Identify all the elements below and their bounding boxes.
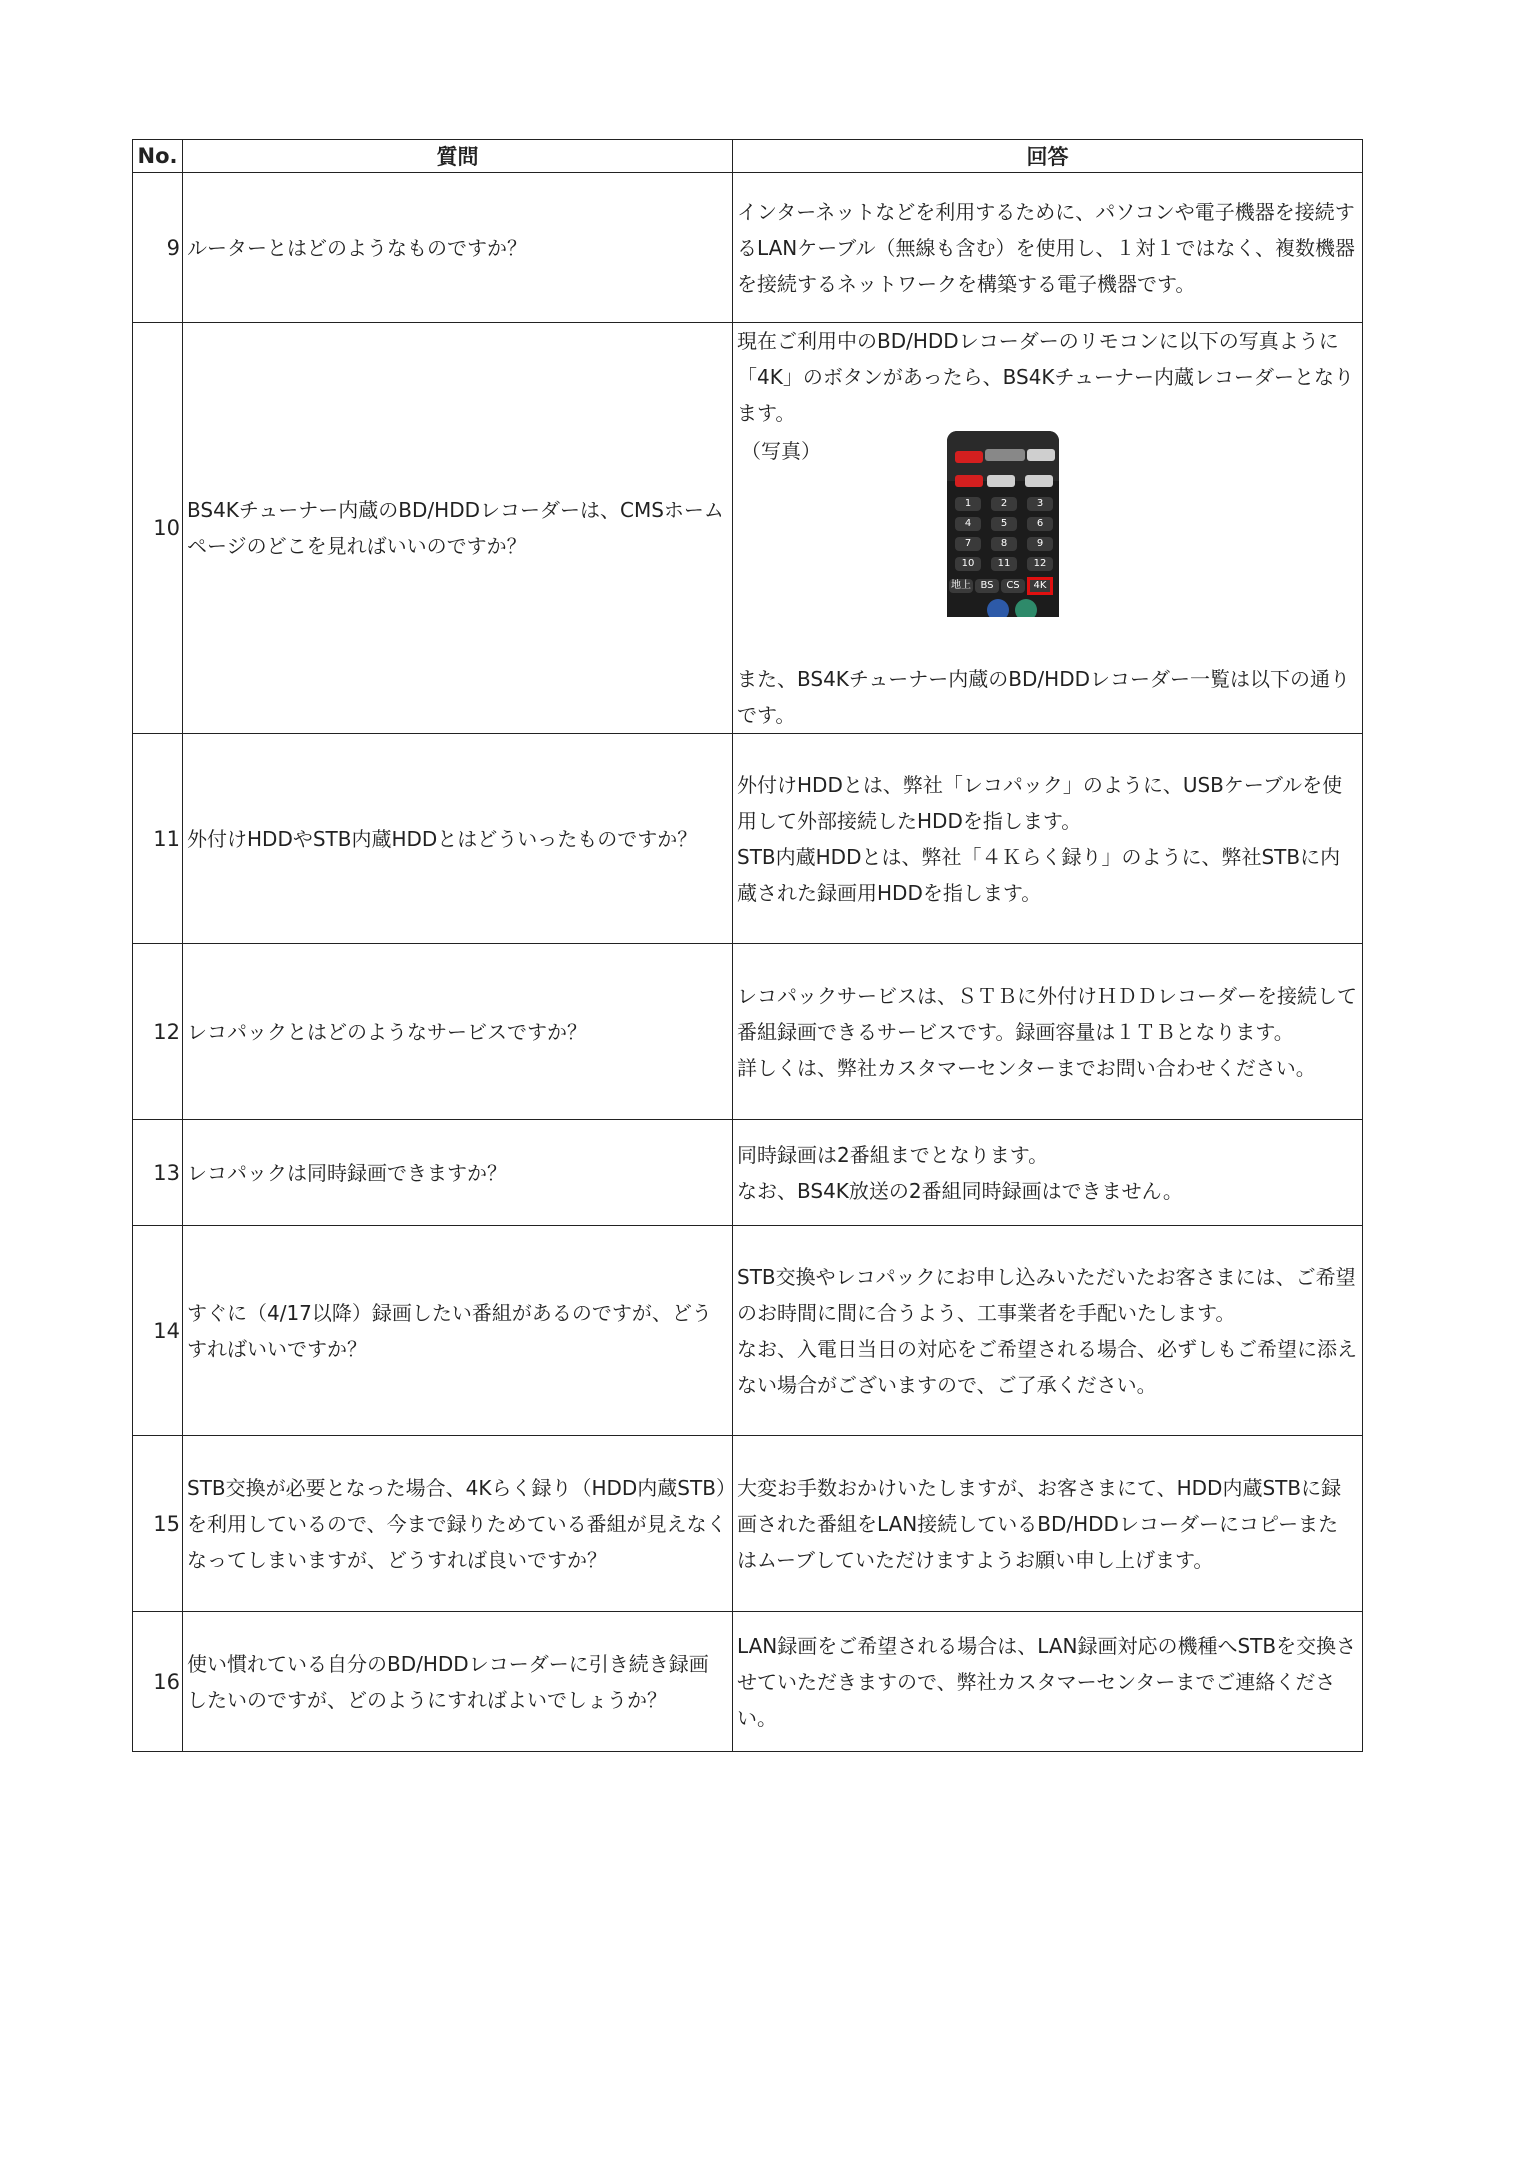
remote-key: 11 bbox=[991, 557, 1017, 571]
answer-text: インターネットなどを利用するために、パソコンや電子機器を接続するLANケーブル（無線も含む）を使用し、１対１ではなく、複数機器を接続するネットワークを構築する電子機器です。 bbox=[737, 199, 1356, 296]
answer-text: なお、BS4K放送の2番組同時録画はできません。 bbox=[737, 1178, 1183, 1203]
table-row bbox=[133, 734, 1363, 944]
answer-cell bbox=[733, 1436, 1363, 1612]
answer-cell bbox=[733, 944, 1363, 1120]
answer-cell bbox=[733, 1120, 1363, 1226]
highlight-4k-box bbox=[1027, 577, 1053, 595]
answer-text: 大変お手数おかけいたしますが、お客さまにて、HDD内蔵STBに録画された番組をLAN接続しているBD/HDDレコーダーにコピーまたはムーブしていただけますようお願い申し上げます。 bbox=[737, 1475, 1342, 1572]
remote-key: 地上 bbox=[951, 580, 971, 591]
answer-text: STB交換やレコパックにお申し込みいただいたお客さまには、ご希望のお時間に間に合うよう、工事業者を手配いたします。 bbox=[737, 1264, 1356, 1325]
remote-key: 4K bbox=[1028, 579, 1052, 593]
answer-text: 外付けHDDとは、弊社「レコパック」のように、USBケーブルを使用して外部接続したHDDを指します。 bbox=[737, 772, 1343, 833]
remote-control-image bbox=[947, 431, 1059, 617]
answer-cell bbox=[733, 1226, 1363, 1436]
remote-key: 4 bbox=[955, 517, 981, 531]
answer-text: なお、入電日当日の対応をご希望される場合、必ずしもご希望に添えない場合がございますので、ご了承ください。 bbox=[737, 1336, 1357, 1397]
answer-cell bbox=[733, 323, 1363, 734]
remote-key: 9 bbox=[1027, 537, 1053, 551]
answer-text: レコパックサービスは、ＳＴＢに外付けＨＤＤレコーダーを接続して番組録画できるサービスです。録画容量は１ＴＢとなります。 bbox=[737, 983, 1357, 1044]
table-row bbox=[133, 173, 1363, 323]
remote-key: 8 bbox=[991, 537, 1017, 551]
table-row bbox=[133, 1120, 1363, 1226]
answer-cell bbox=[733, 173, 1363, 323]
header-question: 質問 bbox=[183, 140, 733, 173]
remote-key: BS bbox=[975, 579, 999, 593]
table-row bbox=[133, 323, 1363, 734]
row-number: 10 bbox=[133, 323, 183, 734]
remote-key: CS bbox=[1001, 579, 1025, 593]
question-cell: 外付けHDDやSTB内蔵HDDとはどういったものですか？ bbox=[183, 734, 733, 944]
answer-text: LAN録画をご希望される場合は、LAN録画対応の機種へSTBを交換させていただきますので、弊社カスタマーセンターまでご連絡ください。 bbox=[737, 1633, 1357, 1730]
question-cell: レコパックとはどのようなサービスですか？ bbox=[183, 944, 733, 1120]
question-cell: BS4Kチューナー内蔵のBD/HDDレコーダーは、CMSホームページのどこを見ればいいのですか？ bbox=[183, 323, 733, 734]
header-answer: 回答 bbox=[733, 140, 1363, 173]
row-number: 12 bbox=[133, 944, 183, 1120]
remote-key: 2 bbox=[991, 497, 1017, 511]
table-row bbox=[133, 944, 1363, 1120]
remote-key: 6 bbox=[1027, 517, 1053, 531]
table-row bbox=[133, 1612, 1363, 1752]
remote-key: 12 bbox=[1027, 557, 1053, 571]
answer-text: また、BS4Kチューナー内蔵のBD/HDDレコーダー一覧は以下の通りです。 bbox=[737, 667, 1351, 727]
answer-cell bbox=[733, 1612, 1363, 1752]
answer-text: 同時録画は2番組までとなります。 bbox=[737, 1142, 1049, 1167]
answer-cell bbox=[733, 734, 1363, 944]
answer-text: 現在ご利用中のBD/HDDレコーダーのリモコンに以下の写真ように「4K」のボタンがあったら、BS4Kチューナー内蔵レコーダーとなります。 bbox=[737, 329, 1354, 425]
photo-label: （写真） bbox=[741, 439, 821, 463]
answer-text: STB内蔵HDDとは、弊社「４Ｋらく録り」のように、弊社STBに内蔵された録画用HDDを指します。 bbox=[737, 844, 1341, 905]
header-row bbox=[133, 140, 1363, 173]
faq-table bbox=[132, 139, 1363, 1752]
row-number: 13 bbox=[133, 1120, 183, 1226]
remote-key: 5 bbox=[991, 517, 1017, 531]
row-number: 14 bbox=[133, 1226, 183, 1436]
question-cell: 使い慣れている自分のBD/HDDレコーダーに引き続き録画したいのですが、どのようにすればよいでしょうか？ bbox=[183, 1612, 733, 1752]
row-number: 11 bbox=[133, 734, 183, 944]
row-number: 16 bbox=[133, 1612, 183, 1752]
answer-text: 詳しくは、弊社カスタマーセンターまでお問い合わせください。 bbox=[737, 1055, 1316, 1080]
remote-key: 7 bbox=[955, 537, 981, 551]
header-no: No. bbox=[133, 140, 183, 173]
remote-key: 10 bbox=[955, 557, 981, 571]
remote-key: 3 bbox=[1027, 497, 1053, 511]
remote-key: 1 bbox=[955, 497, 981, 511]
table-row bbox=[133, 1436, 1363, 1612]
question-cell: レコパックは同時録画できますか？ bbox=[183, 1120, 733, 1226]
question-cell: ルーターとはどのようなものですか？ bbox=[183, 173, 733, 323]
table-row bbox=[133, 1226, 1363, 1436]
row-number: 9 bbox=[133, 173, 183, 323]
question-cell: STB交換が必要となった場合、4Kらく録り（HDD内蔵STB）を利用しているので、今まで録りためている番組が見えなくなってしまいますが、どうすれば良いですか？ bbox=[183, 1436, 733, 1612]
row-number: 15 bbox=[133, 1436, 183, 1612]
photo-area bbox=[737, 431, 1358, 661]
question-cell: すぐに（4/17以降）録画したい番組があるのですが、どうすればいいですか？ bbox=[183, 1226, 733, 1436]
